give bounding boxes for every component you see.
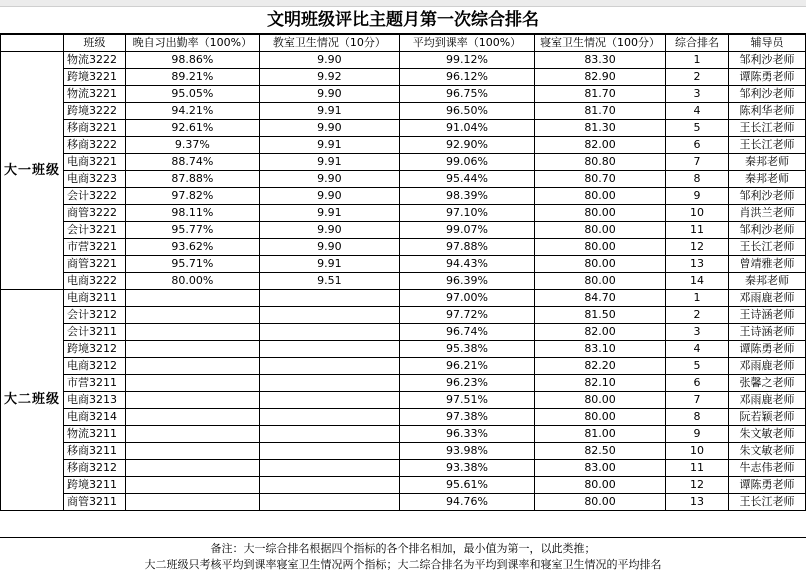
advisor-cell[interactable]: 曾靖雅老师 [729, 256, 806, 273]
classroom-hygiene-cell[interactable] [260, 324, 400, 341]
overall-rank-cell[interactable]: 14 [665, 273, 728, 290]
overall-rank-cell[interactable]: 1 [665, 290, 728, 307]
dorm-hygiene-cell[interactable]: 80.00 [535, 477, 666, 494]
class-cell[interactable]: 电商3214 [64, 409, 126, 426]
evening-attendance-cell[interactable] [125, 443, 259, 460]
dorm-hygiene-cell[interactable]: 81.00 [535, 426, 666, 443]
overall-rank-cell[interactable]: 10 [665, 443, 728, 460]
table-row [1, 358, 806, 375]
overall-rank-cell[interactable]: 7 [665, 392, 728, 409]
overall-rank-cell[interactable]: 8 [665, 171, 728, 188]
advisor-cell[interactable]: 张馨之老师 [729, 375, 806, 392]
table-row [1, 103, 806, 120]
ranking-table-body [1, 35, 806, 511]
table-row [1, 239, 806, 256]
class-cell[interactable]: 移商3222 [64, 137, 126, 154]
header-average-attendance[interactable]: 平均到课率（100%） [399, 35, 535, 52]
evening-attendance-cell[interactable] [125, 341, 259, 358]
dorm-hygiene-cell[interactable]: 82.00 [535, 324, 666, 341]
class-cell[interactable]: 物流3211 [64, 426, 126, 443]
overall-rank-cell[interactable]: 11 [665, 222, 728, 239]
class-cell[interactable]: 商管3211 [64, 494, 126, 511]
class-cell[interactable]: 会计3211 [64, 324, 126, 341]
dorm-hygiene-cell[interactable]: 83.10 [535, 341, 666, 358]
table-row [1, 137, 806, 154]
table-row [1, 443, 806, 460]
overall-rank-cell[interactable]: 2 [665, 69, 728, 86]
dorm-hygiene-cell[interactable]: 82.90 [535, 69, 666, 86]
classroom-hygiene-cell[interactable]: 9.90 [260, 222, 400, 239]
class-cell[interactable]: 移商3212 [64, 460, 126, 477]
classroom-hygiene-cell[interactable] [260, 477, 400, 494]
average-attendance-cell[interactable]: 97.10% [399, 205, 535, 222]
table-row [1, 460, 806, 477]
advisor-cell[interactable]: 阮若颖老师 [729, 409, 806, 426]
average-attendance-cell[interactable]: 97.38% [399, 409, 535, 426]
dorm-hygiene-cell[interactable]: 80.00 [535, 409, 666, 426]
overall-rank-cell[interactable]: 4 [665, 341, 728, 358]
table-row [1, 426, 806, 443]
overall-rank-cell[interactable]: 1 [665, 52, 728, 69]
average-attendance-cell[interactable]: 95.38% [399, 341, 535, 358]
advisor-cell[interactable]: 秦邦老师 [729, 171, 806, 188]
header-classroom-hygiene[interactable]: 教室卫生情况（10分） [260, 35, 400, 52]
dorm-hygiene-cell[interactable]: 81.50 [535, 307, 666, 324]
advisor-cell[interactable]: 朱文敏老师 [729, 443, 806, 460]
overall-rank-cell[interactable]: 9 [665, 188, 728, 205]
dorm-hygiene-cell[interactable]: 80.00 [535, 494, 666, 511]
class-cell[interactable]: 市营3211 [64, 375, 126, 392]
advisor-cell[interactable]: 谭陈勇老师 [729, 477, 806, 494]
overall-rank-cell[interactable]: 3 [665, 86, 728, 103]
dorm-hygiene-cell[interactable]: 81.70 [535, 86, 666, 103]
average-attendance-cell[interactable]: 92.90% [399, 137, 535, 154]
evening-attendance-cell[interactable] [125, 494, 259, 511]
class-cell[interactable]: 电商3211 [64, 290, 126, 307]
ranking-table [0, 34, 806, 511]
dorm-hygiene-cell[interactable]: 80.00 [535, 205, 666, 222]
evening-attendance-cell[interactable]: 94.21% [125, 103, 259, 120]
table-row [1, 120, 806, 137]
dorm-hygiene-cell[interactable]: 80.70 [535, 171, 666, 188]
advisor-cell[interactable]: 王长江老师 [729, 494, 806, 511]
evening-attendance-cell[interactable]: 92.61% [125, 120, 259, 137]
header-advisor[interactable]: 辅导员 [729, 35, 806, 52]
evening-attendance-cell[interactable]: 97.82% [125, 188, 259, 205]
table-row [1, 290, 806, 307]
classroom-hygiene-cell[interactable] [260, 375, 400, 392]
advisor-cell[interactable]: 邹利沙老师 [729, 52, 806, 69]
average-attendance-cell[interactable]: 94.76% [399, 494, 535, 511]
class-cell[interactable]: 移商3221 [64, 120, 126, 137]
evening-attendance-cell[interactable]: 95.77% [125, 222, 259, 239]
advisor-cell[interactable]: 王长江老师 [729, 137, 806, 154]
average-attendance-cell[interactable]: 95.61% [399, 477, 535, 494]
table-row [1, 52, 806, 69]
average-attendance-cell[interactable]: 93.38% [399, 460, 535, 477]
classroom-hygiene-cell[interactable]: 9.90 [260, 171, 400, 188]
average-attendance-cell[interactable]: 94.43% [399, 256, 535, 273]
note-line-2: 大二班级只考核平均到课率寝室卫生情况两个指标；大二综合排名为平均到课率和寝室卫生情况的平均排名 [144, 558, 662, 571]
class-cell[interactable]: 物流3221 [64, 86, 126, 103]
advisor-cell[interactable]: 邹利沙老师 [729, 222, 806, 239]
group-label-cell[interactable]: 大二班级 [1, 290, 64, 511]
table-row [1, 69, 806, 86]
table-row [1, 205, 806, 222]
dorm-hygiene-cell[interactable]: 82.10 [535, 375, 666, 392]
table-row [1, 477, 806, 494]
evening-attendance-cell[interactable] [125, 392, 259, 409]
dorm-hygiene-cell[interactable]: 80.00 [535, 392, 666, 409]
class-cell[interactable]: 电商3222 [64, 273, 126, 290]
table-row [1, 86, 806, 103]
sheet-title: 文明班级评比主题月第一次综合排名 [0, 7, 806, 34]
advisor-cell[interactable]: 王长江老师 [729, 120, 806, 137]
advisor-cell[interactable]: 邓雨鹿老师 [729, 392, 806, 409]
note-line-1: 备注：大一综合排名根据四个指标的各个排名相加，最小值为第一，以此类推； [210, 542, 596, 555]
evening-attendance-cell[interactable]: 95.05% [125, 86, 259, 103]
average-attendance-cell[interactable]: 97.88% [399, 239, 535, 256]
class-cell[interactable]: 电商3221 [64, 154, 126, 171]
table-row [1, 494, 806, 511]
classroom-hygiene-cell[interactable] [260, 290, 400, 307]
overall-rank-cell[interactable]: 4 [665, 103, 728, 120]
classroom-hygiene-cell[interactable]: 9.90 [260, 120, 400, 137]
classroom-hygiene-cell[interactable]: 9.90 [260, 52, 400, 69]
average-attendance-cell[interactable]: 96.50% [399, 103, 535, 120]
dorm-hygiene-cell[interactable]: 81.70 [535, 103, 666, 120]
average-attendance-cell[interactable]: 96.23% [399, 375, 535, 392]
dorm-hygiene-cell[interactable]: 80.00 [535, 273, 666, 290]
overall-rank-cell[interactable]: 11 [665, 460, 728, 477]
evening-attendance-cell[interactable]: 98.86% [125, 52, 259, 69]
advisor-cell[interactable]: 秦邦老师 [729, 154, 806, 171]
average-attendance-cell[interactable]: 95.44% [399, 171, 535, 188]
average-attendance-cell[interactable]: 91.04% [399, 120, 535, 137]
header-overall-rank[interactable]: 综合排名 [665, 35, 728, 52]
advisor-cell[interactable]: 邹利沙老师 [729, 86, 806, 103]
dorm-hygiene-cell[interactable]: 82.50 [535, 443, 666, 460]
spreadsheet-top-strip [0, 0, 806, 7]
class-cell[interactable]: 电商3212 [64, 358, 126, 375]
advisor-cell[interactable]: 邓雨鹿老师 [729, 290, 806, 307]
advisor-cell[interactable]: 陈利华老师 [729, 103, 806, 120]
overall-rank-cell[interactable]: 10 [665, 205, 728, 222]
advisor-cell[interactable]: 王诗涵老师 [729, 307, 806, 324]
advisor-cell[interactable]: 朱文敏老师 [729, 426, 806, 443]
header-row [1, 35, 806, 52]
average-attendance-cell[interactable]: 96.33% [399, 426, 535, 443]
classroom-hygiene-cell[interactable] [260, 392, 400, 409]
average-attendance-cell[interactable]: 96.39% [399, 273, 535, 290]
classroom-hygiene-cell[interactable] [260, 494, 400, 511]
overall-rank-cell[interactable]: 9 [665, 426, 728, 443]
table-row [1, 222, 806, 239]
average-attendance-cell[interactable]: 97.00% [399, 290, 535, 307]
dorm-hygiene-cell[interactable]: 80.00 [535, 222, 666, 239]
advisor-cell[interactable]: 邓雨鹿老师 [729, 358, 806, 375]
classroom-hygiene-cell[interactable] [260, 426, 400, 443]
header-class[interactable]: 班级 [64, 35, 126, 52]
dorm-hygiene-cell[interactable]: 80.00 [535, 188, 666, 205]
classroom-hygiene-cell[interactable]: 9.91 [260, 154, 400, 171]
class-cell[interactable]: 电商3223 [64, 171, 126, 188]
advisor-cell[interactable]: 牛志伟老师 [729, 460, 806, 477]
average-attendance-cell[interactable]: 96.74% [399, 324, 535, 341]
class-cell[interactable]: 商管3222 [64, 205, 126, 222]
classroom-hygiene-cell[interactable] [260, 460, 400, 477]
dorm-hygiene-cell[interactable]: 80.00 [535, 256, 666, 273]
class-cell[interactable]: 电商3213 [64, 392, 126, 409]
table-row [1, 341, 806, 358]
average-attendance-cell[interactable]: 96.12% [399, 69, 535, 86]
average-attendance-cell[interactable]: 97.72% [399, 307, 535, 324]
classroom-hygiene-cell[interactable] [260, 307, 400, 324]
overall-rank-cell[interactable]: 13 [665, 256, 728, 273]
average-attendance-cell[interactable]: 98.39% [399, 188, 535, 205]
table-row [1, 375, 806, 392]
classroom-hygiene-cell[interactable] [260, 409, 400, 426]
evening-attendance-cell[interactable] [125, 409, 259, 426]
class-cell[interactable]: 商管3221 [64, 256, 126, 273]
table-row [1, 188, 806, 205]
class-cell[interactable]: 跨境3222 [64, 103, 126, 120]
dorm-hygiene-cell[interactable]: 84.70 [535, 290, 666, 307]
class-cell[interactable]: 跨境3211 [64, 477, 126, 494]
classroom-hygiene-cell[interactable] [260, 341, 400, 358]
dorm-hygiene-cell[interactable]: 80.00 [535, 239, 666, 256]
notes-section [0, 537, 806, 577]
evening-attendance-cell[interactable]: 95.71% [125, 256, 259, 273]
classroom-hygiene-cell[interactable]: 9.91 [260, 205, 400, 222]
classroom-hygiene-cell[interactable]: 9.51 [260, 273, 400, 290]
average-attendance-cell[interactable]: 99.07% [399, 222, 535, 239]
class-cell[interactable]: 跨境3221 [64, 69, 126, 86]
class-cell[interactable]: 移商3211 [64, 443, 126, 460]
class-cell[interactable]: 会计3212 [64, 307, 126, 324]
average-attendance-cell[interactable]: 97.51% [399, 392, 535, 409]
advisor-cell[interactable]: 肖洪兰老师 [729, 205, 806, 222]
advisor-cell[interactable]: 王长江老师 [729, 239, 806, 256]
overall-rank-cell[interactable]: 13 [665, 494, 728, 511]
classroom-hygiene-cell[interactable]: 9.90 [260, 239, 400, 256]
dorm-hygiene-cell[interactable]: 83.00 [535, 460, 666, 477]
overall-rank-cell[interactable]: 2 [665, 307, 728, 324]
evening-attendance-cell[interactable] [125, 460, 259, 477]
class-cell[interactable]: 物流3222 [64, 52, 126, 69]
classroom-hygiene-cell[interactable] [260, 443, 400, 460]
table-row [1, 409, 806, 426]
classroom-hygiene-cell[interactable]: 9.91 [260, 137, 400, 154]
advisor-cell[interactable]: 王诗涵老师 [729, 324, 806, 341]
evening-attendance-cell[interactable]: 98.11% [125, 205, 259, 222]
evening-attendance-cell[interactable] [125, 358, 259, 375]
overall-rank-cell[interactable]: 5 [665, 120, 728, 137]
overall-rank-cell[interactable]: 5 [665, 358, 728, 375]
evening-attendance-cell[interactable]: 89.21% [125, 69, 259, 86]
header-evening-attendance[interactable]: 晚自习出勤率（100%） [125, 35, 259, 52]
dorm-hygiene-cell[interactable]: 83.30 [535, 52, 666, 69]
table-row [1, 171, 806, 188]
evening-attendance-cell[interactable]: 9.37% [125, 137, 259, 154]
evening-attendance-cell[interactable]: 80.00% [125, 273, 259, 290]
classroom-hygiene-cell[interactable]: 9.91 [260, 256, 400, 273]
evening-attendance-cell[interactable] [125, 375, 259, 392]
evening-attendance-cell[interactable] [125, 477, 259, 494]
classroom-hygiene-cell[interactable]: 9.92 [260, 69, 400, 86]
table-row [1, 273, 806, 290]
group-label-cell[interactable]: 大一班级 [1, 52, 64, 290]
evening-attendance-cell[interactable]: 88.74% [125, 154, 259, 171]
evening-attendance-cell[interactable] [125, 426, 259, 443]
evening-attendance-cell[interactable]: 93.62% [125, 239, 259, 256]
advisor-cell[interactable]: 谭陈勇老师 [729, 69, 806, 86]
group-header-cell [1, 35, 64, 52]
overall-rank-cell[interactable]: 12 [665, 477, 728, 494]
class-cell[interactable]: 跨境3212 [64, 341, 126, 358]
dorm-hygiene-cell[interactable]: 81.30 [535, 120, 666, 137]
class-cell[interactable]: 会计3221 [64, 222, 126, 239]
advisor-cell[interactable]: 谭陈勇老师 [729, 341, 806, 358]
header-dorm-hygiene[interactable]: 寝室卫生情况（100分） [535, 35, 666, 52]
dorm-hygiene-cell[interactable]: 82.00 [535, 137, 666, 154]
advisor-cell[interactable]: 邹利沙老师 [729, 188, 806, 205]
table-row [1, 324, 806, 341]
overall-rank-cell[interactable]: 6 [665, 137, 728, 154]
evening-attendance-cell[interactable]: 87.88% [125, 171, 259, 188]
overall-rank-cell[interactable]: 7 [665, 154, 728, 171]
table-row [1, 392, 806, 409]
classroom-hygiene-cell[interactable] [260, 358, 400, 375]
table-row [1, 256, 806, 273]
class-cell[interactable]: 市营3221 [64, 239, 126, 256]
classroom-hygiene-cell[interactable]: 9.91 [260, 103, 400, 120]
evening-attendance-cell[interactable] [125, 324, 259, 341]
overall-rank-cell[interactable]: 12 [665, 239, 728, 256]
classroom-hygiene-cell[interactable]: 9.90 [260, 86, 400, 103]
average-attendance-cell[interactable]: 99.06% [399, 154, 535, 171]
average-attendance-cell[interactable]: 99.12% [399, 52, 535, 69]
average-attendance-cell[interactable]: 96.21% [399, 358, 535, 375]
evening-attendance-cell[interactable] [125, 290, 259, 307]
overall-rank-cell[interactable]: 8 [665, 409, 728, 426]
dorm-hygiene-cell[interactable]: 82.20 [535, 358, 666, 375]
classroom-hygiene-cell[interactable]: 9.90 [260, 188, 400, 205]
table-row [1, 154, 806, 171]
overall-rank-cell[interactable]: 3 [665, 324, 728, 341]
dorm-hygiene-cell[interactable]: 80.80 [535, 154, 666, 171]
average-attendance-cell[interactable]: 93.98% [399, 443, 535, 460]
class-cell[interactable]: 会计3222 [64, 188, 126, 205]
average-attendance-cell[interactable]: 96.75% [399, 86, 535, 103]
advisor-cell[interactable]: 秦邦老师 [729, 273, 806, 290]
table-row [1, 307, 806, 324]
evening-attendance-cell[interactable] [125, 307, 259, 324]
overall-rank-cell[interactable]: 6 [665, 375, 728, 392]
